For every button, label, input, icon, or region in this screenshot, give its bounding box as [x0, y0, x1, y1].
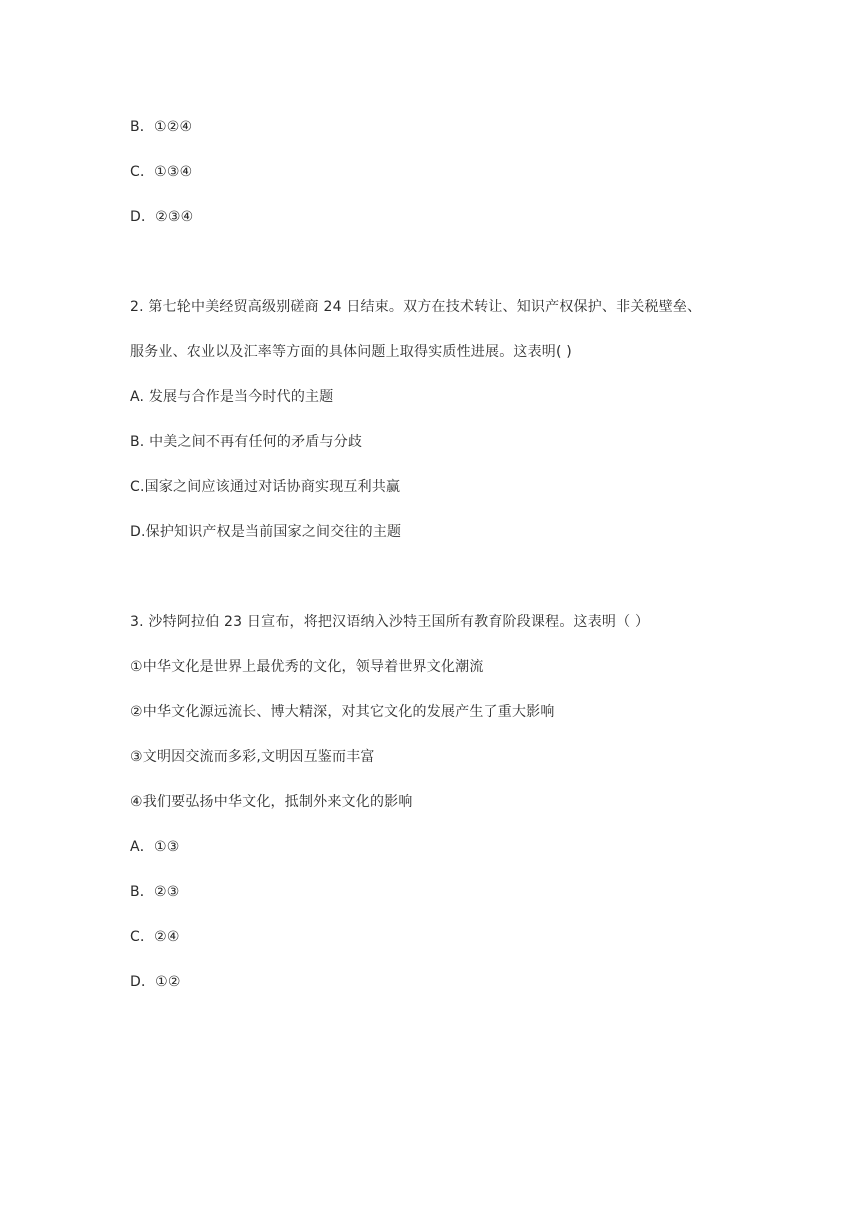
question-3-statement-1: ①中华文化是世界上最优秀的文化，领导着世界文化潮流 — [130, 659, 484, 675]
question-3-option-d: D．①② — [130, 974, 181, 990]
question-2-option-b: B. 中美之间不再有任何的矛盾与分歧 — [130, 434, 363, 450]
question-3-option-c: C．②④ — [130, 929, 180, 945]
question-3-statement-2: ②中华文化源远流长、博大精深，对其它文化的发展产生了重大影响 — [130, 704, 555, 720]
question-2-option-c: C.国家之间应该通过对话协商实现互利共赢 — [130, 479, 401, 495]
prev-option-c: C．①③④ — [130, 164, 193, 180]
question-2-option-a: A. 发展与合作是当今时代的主题 — [130, 389, 334, 405]
prev-option-d: D．②③④ — [130, 209, 194, 225]
question-2-option-d: D.保护知识产权是当前国家之间交往的主题 — [130, 524, 402, 540]
question-3-stem: 3. 沙特阿拉伯 23 日宣布，将把汉语纳入沙特王国所有教育阶段课程。这表明（ ） — [130, 614, 650, 630]
question-3-option-a: A．①③ — [130, 839, 180, 855]
question-3-statement-3: ③文明因交流而多彩,文明因互鉴而丰富 — [130, 749, 375, 765]
question-2-stem-line-1: 2. 第七轮中美经贸高级别磋商 24 日结束。双方在技术转让、知识产权保护、非关税壁垒、 — [130, 299, 702, 315]
question-2-stem-line-2: 服务业、农业以及汇率等方面的具体问题上取得实质性进展。这表明( ) — [130, 344, 572, 360]
question-3-statement-4: ④我们要弘扬中华文化，抵制外来文化的影响 — [130, 794, 413, 810]
prev-option-b: B．①②④ — [130, 119, 193, 135]
question-3-option-b: B．②③ — [130, 884, 180, 900]
